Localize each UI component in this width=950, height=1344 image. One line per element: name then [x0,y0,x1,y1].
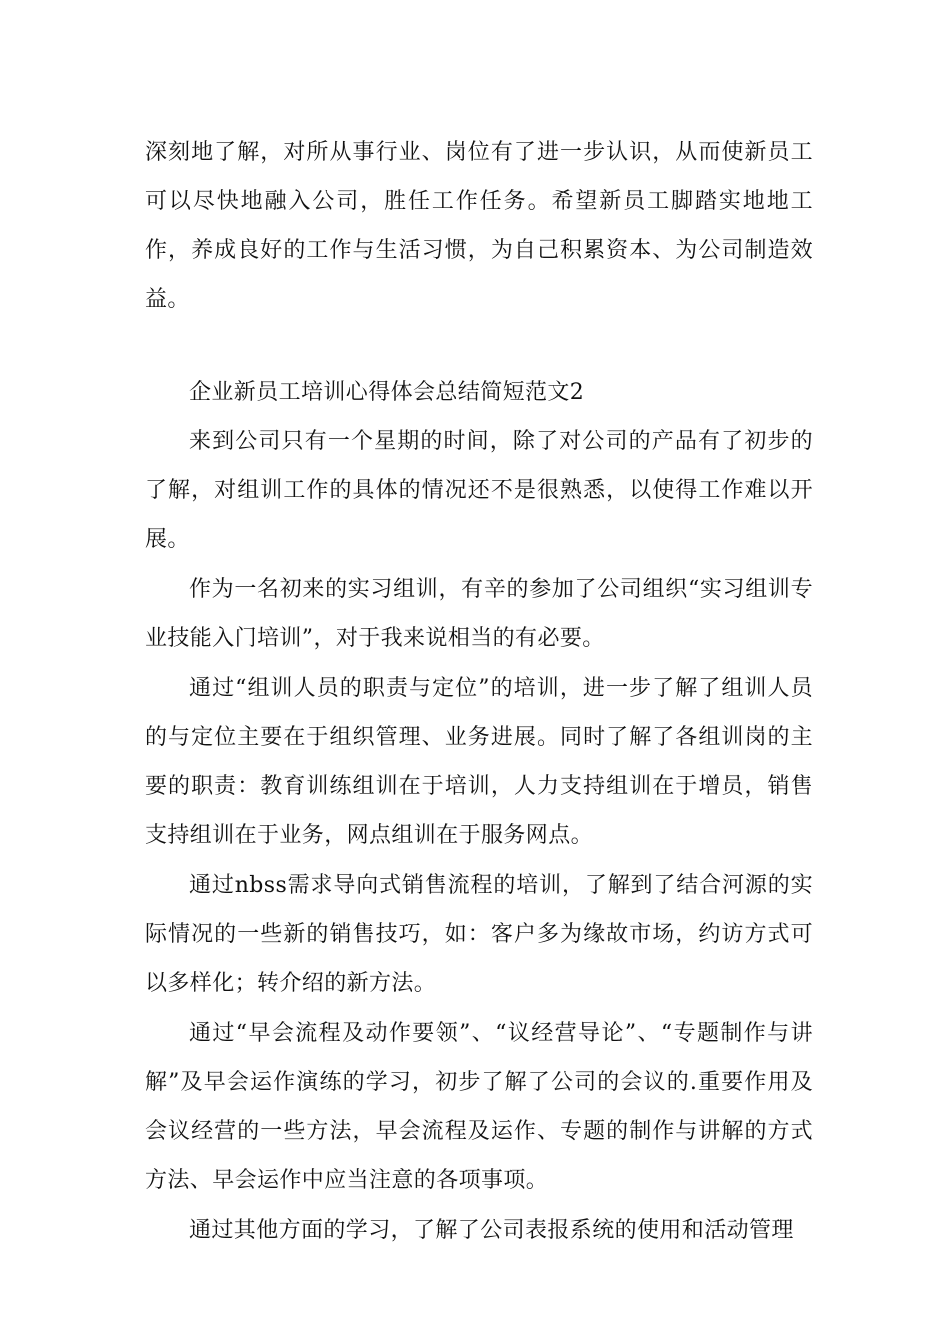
paragraph-1: 来到公司只有一个星期的时间，除了对公司的产品有了初步的了解，对组训工作的具体的情况还不是很熟悉，以使得工作难以开展。 [145,429,813,552]
paragraph-3: 通过“组训人员的职责与定位”的培训，进一步了解了组训人员的与定位主要在于组织管理、业务进展。同时了解了各组训岗的主要的职责：教育训练组训在于培训，人力支持组训在于增员，销售支持组训在于业务，网点组训在于服务网点。 [145,676,813,848]
paragraph-5: 通过“早会流程及动作要领”、“议经营导论”、“专题制作与讲解”及早会运作演练的学习，初步了解了公司的会议的.重要作用及会议经营的一些方法，早会流程及运作、专题的制作与讲解的方式方法、早会运作中应当注意的各项事项。 [145,1021,813,1193]
paragraph-continuation: 深刻地了解，对所从事行业、岗位有了进一步认识，从而使新员工可以尽快地融入公司，胜任工作任务。希望新员工脚踏实地地工作，养成良好的工作与生活习惯，为自己积累资本、为公司制造效益。 [145,140,813,312]
section-title: 企业新员工培训心得体会总结简短范文2 [189,380,585,405]
paragraph-2: 作为一名初来的实习组训，有辛的参加了公司组织“实习组训专业技能入门培训”，对于我来说相当的有必要。 [145,577,813,651]
document-body [145,128,813,1255]
paragraph-4: 通过nbss需求导向式销售流程的培训，了解到了结合河源的实际情况的一些新的销售技巧，如：客户多为缘故市场，约访方式可以多样化；转介绍的新方法。 [145,873,813,996]
paragraph-6: 通过其他方面的学习，了解了公司表报系统的使用和活动管理 [189,1218,794,1243]
